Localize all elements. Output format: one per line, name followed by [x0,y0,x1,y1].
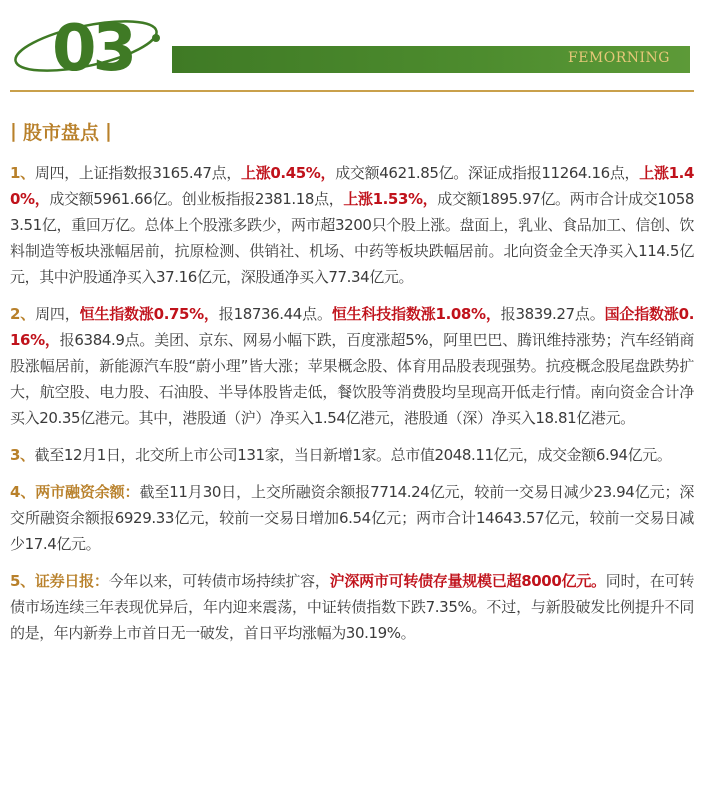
item-highlight: 沪深两市可转债存量规模已超8000亿元。 [329,572,606,590]
item-number: 4、 [10,483,36,501]
item-source-label: 两市融资余额： [35,483,140,501]
title-bar-left: | [10,120,17,142]
header-divider [10,90,694,92]
section-title-text: 股市盘点 [22,121,99,144]
news-item-2 [10,301,694,431]
brand-banner [172,46,690,73]
title-bar-right: | [104,120,112,142]
item-source-label: 证券日报： [34,572,109,590]
item-number: 3、 [10,446,35,464]
item-text: 周四， [35,305,80,323]
item-text: 今年以来，可转债市场持续扩容， [108,572,330,590]
item-highlight: 上涨1.40%， [10,164,694,208]
item-text: 报3839.27点。 [500,305,605,323]
item-highlight: 国企指数涨0.16%， [10,305,695,349]
item-text: 成交额1895.97亿。两市合计成交10583.51亿，重回万亿。总体上个股涨多跌少，两市超3200只个股上涨。盘面上，乳业、食品加工、信创、饮料制造等板块涨幅居前，抗原检测、供销社、机场、中药等板块跌幅居前。北向资金全天净买入114.5亿元，其中沪股通净买入37.16亿元，深股通净买入77.34亿元。 [10,190,694,286]
item-highlight: 恒生指数涨0.75%， [79,305,219,323]
header [0,0,706,100]
item-highlight: 上涨1.53%， [343,190,438,208]
item-text: 报18736.44点。 [218,305,332,323]
brand-text: FEMORNING [567,50,670,66]
news-item-1 [10,160,694,290]
item-number: 1、 [10,164,35,182]
item-text: 截至12月1日，北交所上市公司131家，当日新增1家。总市值2048.11亿元，成交金额6.94亿元。 [34,446,672,464]
item-text: 报6384.9点。美团、京东、网易小幅下跌，百度涨超5%，阿里巴巴、腾讯维持涨势；汽车经销商股涨幅居前，新能源汽车股“蔚小理”皆大涨；苹果概念股、体育用品股表现强势。抗疫概念股尾盘跌势扩大，航空股、电力股、石油股、半导体股皆走低，餐饮股等消费股均呈现高开低走行情。南向资金合计净买入20.35亿港元。其中，港股通（沪）净买入1.54亿港元，港股通（深）净买入18.81亿港元。 [10,331,694,427]
issue-number: 03 [52,12,134,84]
news-item-3 [10,442,694,468]
section-title [10,116,118,146]
issue-logo-icon [8,4,168,84]
item-text: 同时，在可转债市场连续三年表现优异后，年内迎来震荡，中证转债指数下跌7.35%。不过，与新股破发比例提升不同的是，年内新券上市首日无一破发，首日平均涨幅为30.19%。 [10,572,694,642]
item-highlight: 恒生科技指数涨1.08%， [331,305,501,323]
item-text: 周四，上证指数报3165.47点， [34,164,242,182]
item-highlight: 上涨0.45%， [241,164,336,182]
item-number: 2、 [10,305,36,323]
item-number: 5、 [10,572,35,590]
news-item-4 [10,479,694,557]
article-content [10,160,694,657]
item-text: 成交额5961.66亿。创业板指报2381.18点， [49,190,344,208]
item-text: 成交额4621.85亿。深证成指报11264.16点， [335,164,640,182]
item-text: 截至11月30日，上交所融资余额报7714.24亿元，较前一交易日减少23.94亿元；深交所融资余额报6929.33亿元，较前一交易日增加6.54亿元；两市合计14643.57亿元，较前一交易日减少17.4亿元。 [10,483,694,553]
news-item-5 [10,568,694,646]
